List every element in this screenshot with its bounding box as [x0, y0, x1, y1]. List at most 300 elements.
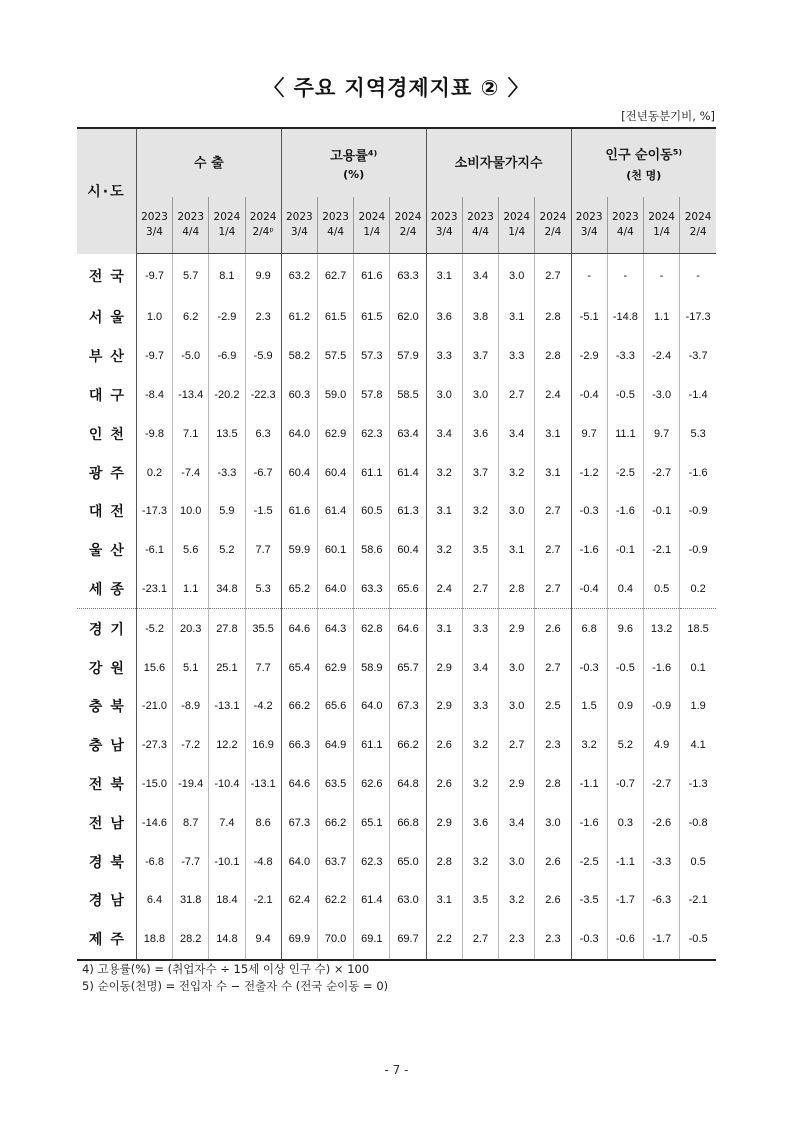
region-cell: 부산	[77, 337, 136, 376]
value-cell: 61.1	[354, 726, 390, 765]
value-cell: 0.9	[607, 687, 643, 726]
period-year: 2023	[467, 211, 494, 223]
value-cell: -4.2	[245, 687, 281, 726]
group-label: 수 출	[193, 155, 224, 171]
table-row	[77, 531, 716, 570]
value-cell: 6.8	[571, 609, 607, 648]
region-cell: 경기	[77, 609, 136, 648]
value-cell: -19.4	[173, 765, 209, 804]
value-cell: -1.7	[607, 881, 643, 920]
table-row	[77, 842, 716, 881]
value-cell: 16.9	[245, 726, 281, 765]
value-cell: 3.6	[462, 803, 498, 842]
period-quarter: 2/4	[689, 226, 707, 238]
value-cell: 13.5	[209, 414, 245, 453]
value-cell: 7.7	[245, 648, 281, 687]
period-quarter: 4/4	[616, 226, 634, 238]
value-cell: 2.4	[535, 376, 571, 415]
value-cell: 0.5	[643, 570, 679, 609]
value-cell: 3.2	[571, 726, 607, 765]
value-cell: 64.6	[281, 765, 317, 804]
value-cell: -2.5	[571, 842, 607, 881]
period-year: 2024	[394, 211, 422, 223]
value-cell: 9.4	[245, 920, 281, 960]
value-cell: -2.1	[643, 531, 679, 570]
period-header-row	[77, 197, 716, 254]
period-header	[390, 197, 426, 254]
region-cell: 세종	[77, 570, 136, 609]
value-cell: 3.4	[462, 648, 498, 687]
value-cell: -1.6	[643, 648, 679, 687]
period-quarter: 4/4	[327, 226, 345, 238]
value-cell: 59.0	[317, 376, 353, 415]
table-row	[77, 570, 716, 609]
value-cell: 60.4	[317, 453, 353, 492]
value-cell: 3.1	[535, 414, 571, 453]
period-header	[245, 197, 281, 254]
value-cell: 3.3	[462, 609, 498, 648]
value-cell: -1.2	[571, 453, 607, 492]
region-cell: 서울	[77, 298, 136, 337]
value-cell: -0.8	[680, 803, 716, 842]
value-cell: -1.6	[571, 531, 607, 570]
region-cell: 대전	[77, 492, 136, 531]
period-header	[354, 197, 390, 254]
value-cell: -5.0	[173, 337, 209, 376]
value-cell: 65.6	[390, 570, 426, 609]
period-header	[535, 197, 571, 254]
value-cell: 5.2	[607, 726, 643, 765]
value-cell: -0.3	[571, 492, 607, 531]
value-cell: 7.1	[173, 414, 209, 453]
value-cell: -0.5	[607, 376, 643, 415]
value-cell: -3.3	[643, 842, 679, 881]
value-cell: 64.6	[281, 609, 317, 648]
group-label: 고용률⁴⁾	[330, 149, 378, 164]
value-cell: 0.5	[680, 842, 716, 881]
table-row	[77, 726, 716, 765]
value-cell: 63.4	[390, 414, 426, 453]
value-cell: -2.7	[643, 765, 679, 804]
value-cell: -21.0	[136, 687, 172, 726]
value-cell: -23.1	[136, 570, 172, 609]
value-cell: 61.2	[281, 298, 317, 337]
value-cell: 69.1	[354, 920, 390, 960]
value-cell: 2.7	[535, 492, 571, 531]
value-cell: -1.7	[643, 920, 679, 960]
value-cell: 63.5	[317, 765, 353, 804]
value-cell: 3.2	[499, 453, 535, 492]
value-cell: -	[643, 254, 679, 299]
value-cell: 64.6	[390, 609, 426, 648]
value-cell: -5.2	[136, 609, 172, 648]
value-cell: 61.6	[281, 492, 317, 531]
value-cell: 60.1	[317, 531, 353, 570]
period-year: 2023	[322, 211, 349, 223]
value-cell: -2.1	[680, 881, 716, 920]
region-cell: 인천	[77, 414, 136, 453]
value-cell: 2.6	[535, 609, 571, 648]
value-cell: 61.6	[354, 254, 390, 299]
value-cell: -2.4	[643, 337, 679, 376]
value-cell: 9.7	[643, 414, 679, 453]
value-cell: -22.3	[245, 376, 281, 415]
value-cell: 1.0	[136, 298, 172, 337]
value-cell: 63.3	[390, 254, 426, 299]
page-title: 〈 주요 지역경제지표 ② 〉	[263, 76, 530, 100]
value-cell: -1.1	[607, 842, 643, 881]
value-cell: 62.3	[354, 842, 390, 881]
table-row	[77, 376, 716, 415]
value-cell: -14.8	[607, 298, 643, 337]
period-header	[680, 197, 716, 254]
value-cell: 8.7	[173, 803, 209, 842]
value-cell: 1.5	[571, 687, 607, 726]
value-cell: 3.0	[426, 376, 462, 415]
table-row	[77, 453, 716, 492]
value-cell: -10.1	[209, 842, 245, 881]
period-quarter: 3/4	[146, 226, 163, 238]
value-cell: 61.5	[317, 298, 353, 337]
value-cell: 64.0	[317, 570, 353, 609]
value-cell: 3.1	[499, 298, 535, 337]
value-cell: 3.2	[462, 492, 498, 531]
value-cell: 27.8	[209, 609, 245, 648]
period-quarter: 1/4	[653, 226, 671, 238]
table-row	[77, 337, 716, 376]
value-cell: 7.7	[245, 531, 281, 570]
value-cell: -3.3	[209, 453, 245, 492]
value-cell: -9.7	[136, 337, 172, 376]
value-cell: -0.4	[571, 570, 607, 609]
period-quarter: 4/4	[472, 226, 489, 238]
value-cell: 64.9	[317, 726, 353, 765]
value-cell: -14.6	[136, 803, 172, 842]
value-cell: -17.3	[136, 492, 172, 531]
value-cell: -1.6	[607, 492, 643, 531]
value-cell: 3.5	[462, 881, 498, 920]
table-row	[77, 920, 716, 960]
value-cell: 2.3	[535, 726, 571, 765]
table-row	[77, 648, 716, 687]
value-cell: -1.5	[245, 492, 281, 531]
value-cell: 61.4	[390, 453, 426, 492]
value-cell: 2.8	[535, 337, 571, 376]
group-header-employment	[281, 128, 426, 197]
value-cell: 3.0	[499, 254, 535, 299]
value-cell: -5.9	[245, 337, 281, 376]
region-cell: 충북	[77, 687, 136, 726]
value-cell: 13.2	[643, 609, 679, 648]
value-cell: 59.9	[281, 531, 317, 570]
value-cell: -	[607, 254, 643, 299]
period-header	[173, 197, 209, 254]
region-cell: 울산	[77, 531, 136, 570]
value-cell: 31.8	[173, 881, 209, 920]
region-cell: 강원	[77, 648, 136, 687]
value-cell: 62.8	[354, 609, 390, 648]
value-cell: -2.9	[209, 298, 245, 337]
value-cell: 5.2	[209, 531, 245, 570]
value-cell: 2.9	[499, 609, 535, 648]
value-cell: 65.0	[390, 842, 426, 881]
table-row	[77, 687, 716, 726]
value-cell: 0.2	[136, 453, 172, 492]
value-cell: -3.7	[680, 337, 716, 376]
value-cell: -0.3	[571, 920, 607, 960]
value-cell: 67.3	[281, 803, 317, 842]
value-cell: 2.3	[499, 920, 535, 960]
value-cell: 64.0	[354, 687, 390, 726]
value-cell: 3.2	[426, 531, 462, 570]
value-cell: -1.3	[680, 765, 716, 804]
value-cell: 15.6	[136, 648, 172, 687]
value-cell: 3.4	[499, 803, 535, 842]
value-cell: 5.3	[680, 414, 716, 453]
region-cell: 전남	[77, 803, 136, 842]
region-cell: 제주	[77, 920, 136, 960]
value-cell: 57.3	[354, 337, 390, 376]
value-cell: -0.5	[607, 648, 643, 687]
value-cell: 0.3	[607, 803, 643, 842]
value-cell: 64.0	[281, 842, 317, 881]
period-header	[426, 197, 462, 254]
period-quarter: 1/4	[218, 226, 236, 238]
value-cell: 57.9	[390, 337, 426, 376]
period-quarter: 2/4	[544, 226, 562, 238]
period-year: 2024	[648, 211, 675, 223]
value-cell: 3.2	[462, 765, 498, 804]
value-cell: 62.7	[317, 254, 353, 299]
table-body	[77, 254, 716, 960]
value-cell: -0.9	[643, 687, 679, 726]
value-cell: -3.3	[607, 337, 643, 376]
value-cell: 62.4	[281, 881, 317, 920]
value-cell: 66.2	[390, 726, 426, 765]
value-cell: 20.3	[173, 609, 209, 648]
value-cell: 2.9	[426, 687, 462, 726]
unit-label: [전년동분기비, %]	[621, 109, 715, 123]
value-cell: 2.5	[535, 687, 571, 726]
value-cell: 61.4	[354, 881, 390, 920]
value-cell: -7.4	[173, 453, 209, 492]
region-cell: 충남	[77, 726, 136, 765]
value-cell: -8.4	[136, 376, 172, 415]
value-cell: -20.2	[209, 376, 245, 415]
value-cell: -13.4	[173, 376, 209, 415]
value-cell: 2.9	[426, 803, 462, 842]
value-cell: 3.0	[499, 648, 535, 687]
value-cell: 3.1	[426, 881, 462, 920]
value-cell: 64.0	[281, 414, 317, 453]
value-cell: 3.6	[426, 298, 462, 337]
value-cell: 5.6	[173, 531, 209, 570]
table-row	[77, 414, 716, 453]
table-row	[77, 298, 716, 337]
region-header: 시·도	[77, 128, 136, 254]
value-cell: 3.8	[462, 298, 498, 337]
value-cell: 3.3	[462, 687, 498, 726]
value-cell: 3.5	[462, 531, 498, 570]
value-cell: 3.4	[426, 414, 462, 453]
value-cell: 3.1	[535, 453, 571, 492]
value-cell: 2.8	[535, 765, 571, 804]
value-cell: 62.9	[317, 648, 353, 687]
table-row	[77, 254, 716, 299]
value-cell: 3.1	[426, 609, 462, 648]
footnotes	[82, 961, 388, 995]
value-cell: -2.1	[245, 881, 281, 920]
group-sub: (천 명)	[626, 168, 662, 182]
value-cell: 63.0	[390, 881, 426, 920]
table-row	[77, 803, 716, 842]
value-cell: 2.7	[462, 570, 498, 609]
value-cell: 2.7	[462, 920, 498, 960]
value-cell: 11.1	[607, 414, 643, 453]
value-cell: -0.6	[607, 920, 643, 960]
footnote-migration: 5) 순이동(천명) = 전입자 수 − 전출자 수 (전국 순이동 = 0)	[82, 979, 389, 993]
region-cell: 전북	[77, 765, 136, 804]
value-cell: -4.8	[245, 842, 281, 881]
value-cell: 65.7	[390, 648, 426, 687]
value-cell: 65.2	[281, 570, 317, 609]
value-cell: -7.7	[173, 842, 209, 881]
value-cell: 63.2	[281, 254, 317, 299]
period-quarter: 2/4	[399, 226, 417, 238]
value-cell: 8.6	[245, 803, 281, 842]
value-cell: 9.7	[571, 414, 607, 453]
value-cell: 66.2	[281, 687, 317, 726]
period-header	[571, 197, 607, 254]
value-cell: 18.8	[136, 920, 172, 960]
period-header	[281, 197, 317, 254]
value-cell: 35.5	[245, 609, 281, 648]
value-cell: -0.4	[571, 376, 607, 415]
value-cell: 5.7	[173, 254, 209, 299]
region-cell: 광주	[77, 453, 136, 492]
value-cell: 2.8	[499, 570, 535, 609]
period-year: 2024	[249, 211, 277, 223]
value-cell: 12.2	[209, 726, 245, 765]
value-cell: 3.0	[499, 842, 535, 881]
value-cell: 3.1	[426, 492, 462, 531]
value-cell: 1.9	[680, 687, 716, 726]
value-cell: -13.1	[209, 687, 245, 726]
value-cell: -9.8	[136, 414, 172, 453]
value-cell: -2.9	[571, 337, 607, 376]
value-cell: 62.0	[390, 298, 426, 337]
value-cell: 58.9	[354, 648, 390, 687]
value-cell: -6.1	[136, 531, 172, 570]
region-cell: 경북	[77, 842, 136, 881]
value-cell: -3.0	[643, 376, 679, 415]
value-cell: 3.1	[426, 254, 462, 299]
period-year: 2023	[430, 211, 458, 223]
value-cell: -0.1	[643, 492, 679, 531]
value-cell: 5.9	[209, 492, 245, 531]
value-cell: 2.3	[535, 920, 571, 960]
period-header	[643, 197, 679, 254]
value-cell: 58.5	[390, 376, 426, 415]
value-cell: 2.7	[499, 726, 535, 765]
value-cell: 3.2	[462, 842, 498, 881]
value-cell: 3.1	[499, 531, 535, 570]
group-sub: (%)	[343, 168, 365, 181]
value-cell: 66.3	[281, 726, 317, 765]
value-cell: -0.1	[607, 531, 643, 570]
group-header-migration	[571, 128, 716, 197]
value-cell: 60.4	[281, 453, 317, 492]
value-cell: 1.1	[643, 298, 679, 337]
value-cell: -0.3	[571, 648, 607, 687]
group-label: 소비자물가지수	[454, 155, 543, 171]
period-quarter: 1/4	[363, 226, 381, 238]
value-cell: 4.1	[680, 726, 716, 765]
value-cell: 3.6	[462, 414, 498, 453]
group-header-row	[77, 128, 716, 197]
value-cell: 2.6	[535, 881, 571, 920]
value-cell: 62.6	[354, 765, 390, 804]
value-cell: 69.9	[281, 920, 317, 960]
period-quarter: 2/4ᵖ	[252, 226, 274, 238]
value-cell: 3.4	[462, 254, 498, 299]
value-cell: 2.4	[426, 570, 462, 609]
region-cell: 대구	[77, 376, 136, 415]
value-cell: 66.8	[390, 803, 426, 842]
value-cell: 2.6	[426, 765, 462, 804]
value-cell: 2.7	[535, 648, 571, 687]
period-header	[136, 197, 172, 254]
value-cell: 2.7	[499, 376, 535, 415]
value-cell: -1.6	[680, 453, 716, 492]
value-cell: 61.3	[390, 492, 426, 531]
value-cell: 6.4	[136, 881, 172, 920]
value-cell: -13.1	[245, 765, 281, 804]
value-cell: 3.3	[499, 337, 535, 376]
period-year: 2024	[684, 211, 712, 223]
group-header-cpi	[426, 128, 571, 197]
value-cell: -0.7	[607, 765, 643, 804]
value-cell: 2.6	[535, 842, 571, 881]
period-header	[462, 197, 498, 254]
period-quarter: 3/4	[435, 226, 453, 238]
value-cell: 61.1	[354, 453, 390, 492]
value-cell: -7.2	[173, 726, 209, 765]
value-cell: 2.7	[535, 531, 571, 570]
value-cell: 63.7	[317, 842, 353, 881]
value-cell: 3.2	[462, 726, 498, 765]
value-cell: 3.0	[499, 492, 535, 531]
value-cell: 3.7	[462, 453, 498, 492]
value-cell: 57.5	[317, 337, 353, 376]
value-cell: -9.7	[136, 254, 172, 299]
value-cell: 2.9	[499, 765, 535, 804]
value-cell: 58.2	[281, 337, 317, 376]
value-cell: 2.8	[426, 842, 462, 881]
period-header	[607, 197, 643, 254]
regional-indicators-table	[77, 127, 716, 961]
value-cell: 7.4	[209, 803, 245, 842]
value-cell: 9.9	[245, 254, 281, 299]
group-header-exports	[136, 128, 281, 197]
footnote-employment: 4) 고용률(%) = (취업자수 ÷ 15세 이상 인구 수) × 100	[82, 962, 370, 976]
value-cell: 67.3	[390, 687, 426, 726]
value-cell: -1.4	[680, 376, 716, 415]
value-cell: 2.9	[426, 648, 462, 687]
value-cell: 3.2	[426, 453, 462, 492]
value-cell: 3.0	[535, 803, 571, 842]
value-cell: 0.4	[607, 570, 643, 609]
